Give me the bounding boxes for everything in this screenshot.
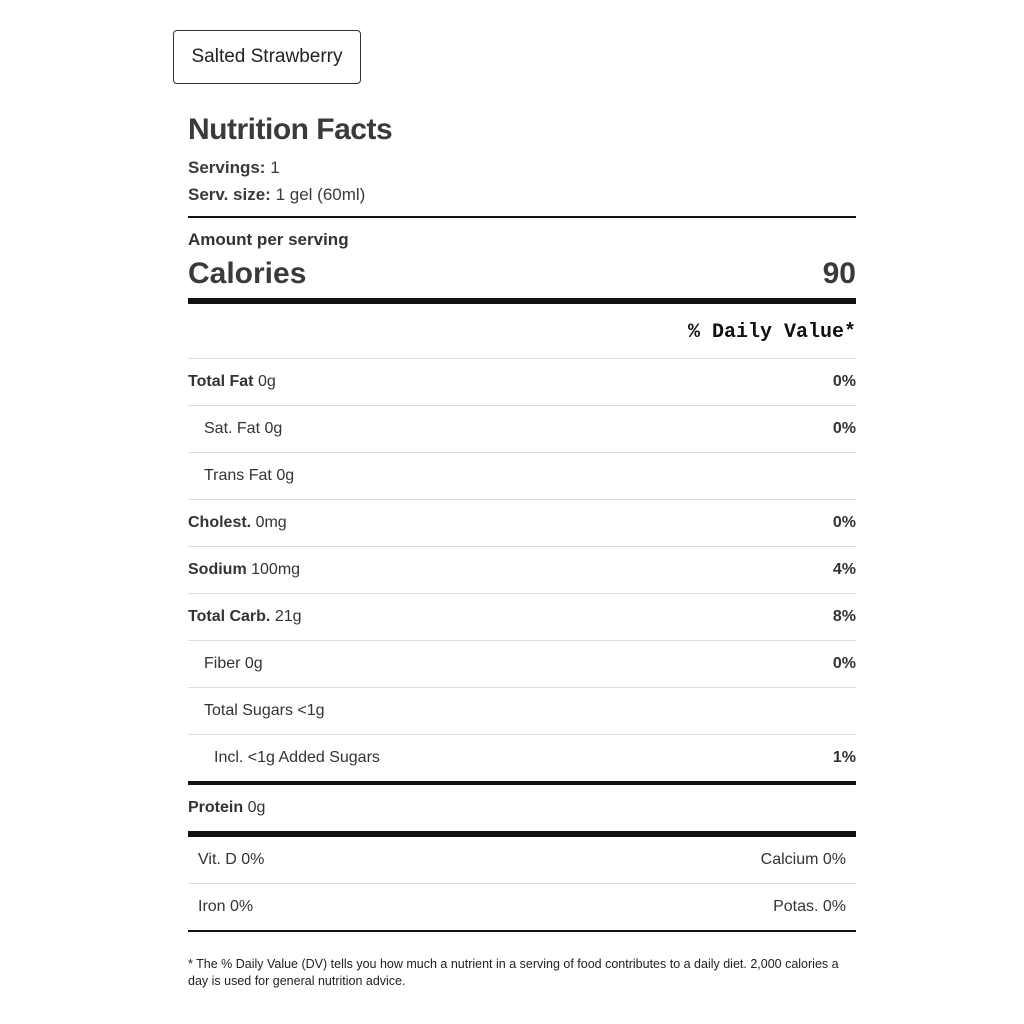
vitamin-row [188,837,856,884]
flavor-tab-salted-strawberry[interactable] [173,30,361,84]
nutrient-name: Total Sugars [204,702,293,719]
nutrient-name: Cholest. [188,514,252,531]
nutrient-amount: 21g [274,608,302,625]
nutrient-name: Fiber [204,655,241,672]
nutrient-amount: <1g [297,702,325,719]
nutrient-dv: 0% [832,373,856,390]
nutrition-label [188,110,856,990]
serving-size-label: Serv. size: [188,185,271,204]
nutrient-row-fiber [188,641,856,688]
serving-size-value: 1 gel (60ml) [275,185,366,204]
nutrient-amount: 0g [264,420,283,437]
nutrient-dv: 0% [832,514,856,531]
nutrient-row-total-sugars [188,688,856,735]
vitamin-d: Vit. D 0% [198,851,265,868]
nutrient-row-total-fat [188,359,856,406]
vitamin-row [188,884,856,932]
nutrient-amount: 0mg [255,514,287,531]
nutrient-row-cholesterol [188,500,856,547]
nutrient-row-sat-fat [188,406,856,453]
nutrient-name: Trans Fat [204,467,272,484]
nutrient-row-total-carb [188,594,856,641]
daily-value-header: % Daily Value* [188,304,856,359]
nutrient-row-trans-fat [188,453,856,500]
nutrient-dv: 0% [832,420,856,437]
nutrient-dv: 0% [832,655,856,672]
nutrient-amount: 0g [257,373,276,390]
servings-label: Servings: [188,158,266,177]
divider-thin [188,216,856,218]
nutrient-name: Total Fat [188,373,254,390]
calories-label: Calories [188,257,307,290]
nutrient-amount: 0g [276,467,295,484]
nutrient-dv: 8% [832,608,856,625]
nutrient-amount: 0g [244,655,263,672]
potassium: Potas. 0% [773,898,846,915]
nutrient-amount: 100mg [251,561,301,578]
iron: Iron 0% [198,898,254,915]
nutrition-facts-title: Nutrition Facts [188,113,393,146]
nutrient-name: Protein [188,799,244,816]
serving-size-line [188,181,856,208]
calcium: Calcium 0% [760,851,846,868]
calories-value: 90 [822,257,856,290]
nutrient-amount: 0g [247,799,266,816]
nutrient-name: Total Carb. [188,608,271,625]
nutrient-row-added-sugars [188,735,856,785]
nutrient-row-sodium [188,547,856,594]
nutrient-dv: 1% [832,749,856,766]
amount-per-serving: Amount per serving [188,230,349,249]
nutrient-name: Sat. Fat [204,420,261,437]
servings-line [188,154,856,181]
nutrient-row-protein [188,785,856,837]
daily-value-footnote: * The % Daily Value (DV) tells you how much a nutrient in a serving of food contributes to a daily diet. 2,000 calories a day is used for general nutrition advice. [188,957,839,988]
calories-row [188,252,856,296]
nutrient-name: Sodium [188,561,247,578]
nutrient-dv: 4% [832,561,856,578]
nutrient-name: Incl. <1g Added Sugars [214,749,380,766]
flavor-tab-label: Salted Strawberry [191,46,343,67]
servings-value: 1 [270,158,280,177]
